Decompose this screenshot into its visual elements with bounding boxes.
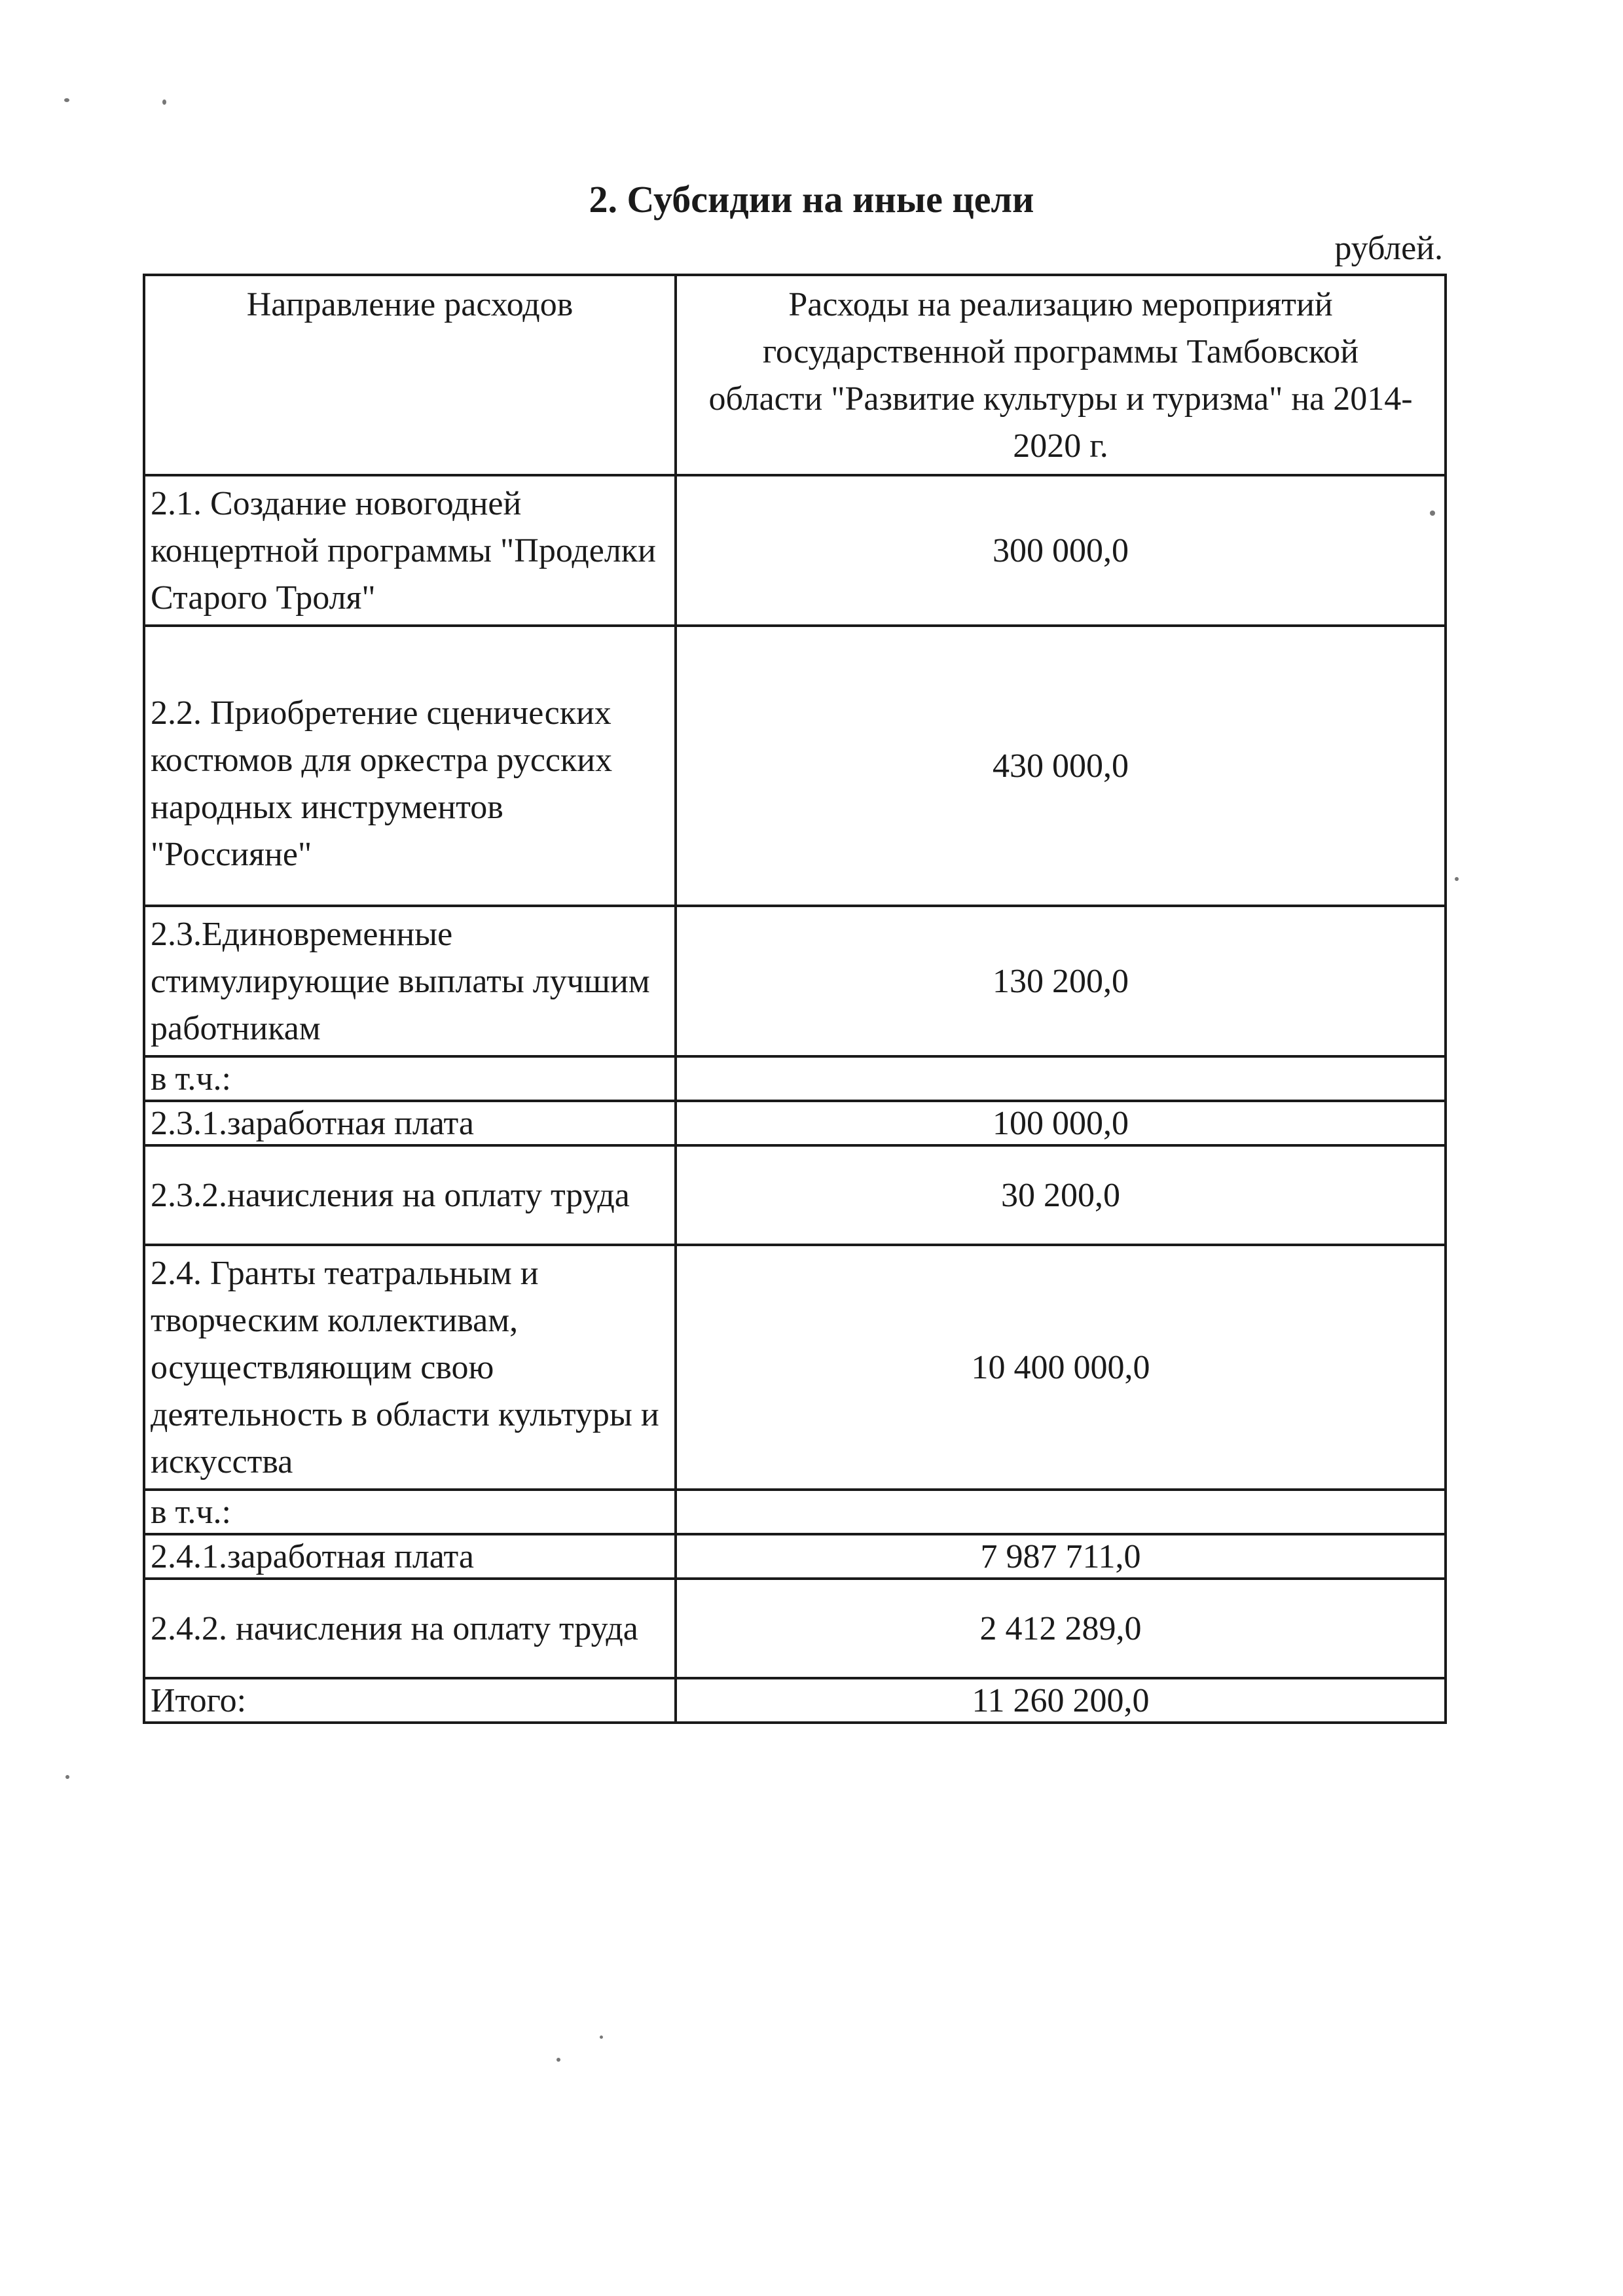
table-row: [144, 1579, 1446, 1678]
row-label: 2.4.1.заработная плата: [144, 1534, 676, 1579]
total-amount: 11 260 200,0: [676, 1678, 1446, 1723]
table-row: [144, 1534, 1446, 1579]
header-expenses: Расходы на реализацию мероприятий государственной программы Тамбовской области "Развитие культуры и туризма" на 2014-2020 г.: [676, 275, 1446, 475]
scan-speck: [1430, 511, 1435, 516]
row-amount: 430 000,0: [676, 626, 1446, 906]
row-amount: [676, 1490, 1446, 1534]
units-label: рублей.: [1334, 230, 1443, 267]
table-row: [144, 1245, 1446, 1490]
row-label: 2.3.Единовременные стимулирующие выплаты лучшим работникам: [144, 906, 676, 1056]
scan-speck: [1455, 877, 1459, 881]
subsidies-table: [143, 274, 1447, 1724]
row-label: 2.1. Создание новогодней концертной программы "Проделки Старого Троля": [144, 475, 676, 626]
row-amount: 300 000,0: [676, 475, 1446, 626]
row-amount: 2 412 289,0: [676, 1579, 1446, 1678]
row-label: 2.3.1.заработная плата: [144, 1101, 676, 1145]
row-label: в т.ч.:: [144, 1056, 676, 1101]
table-row: [144, 1145, 1446, 1245]
table-row: [144, 1101, 1446, 1145]
row-amount: 100 000,0: [676, 1101, 1446, 1145]
table-row: [144, 626, 1446, 906]
row-label: 2.4.2. начисления на оплату труда: [144, 1579, 676, 1678]
header-direction: Направление расходов: [144, 275, 676, 475]
scan-speck: [64, 98, 69, 102]
row-amount: 130 200,0: [676, 906, 1446, 1056]
table-header-row: [144, 275, 1446, 475]
document-title: 2. Субсидии на иные цели: [589, 178, 1034, 221]
row-label: 2.4. Гранты театральным и творческим коллективам, осуществляющим свою деятельность в области культуры и искусства: [144, 1245, 676, 1490]
scan-speck: [600, 2036, 603, 2039]
row-amount: 10 400 000,0: [676, 1245, 1446, 1490]
scan-speck: [162, 99, 166, 105]
row-amount: 30 200,0: [676, 1145, 1446, 1245]
row-amount: [676, 1056, 1446, 1101]
total-row: [144, 1678, 1446, 1723]
row-label: 2.2. Приобретение сценических костюмов для оркестра русских народных инструментов "Россияне": [144, 626, 676, 906]
table-row: [144, 1490, 1446, 1534]
row-label: в т.ч.:: [144, 1490, 676, 1534]
table-row: [144, 1056, 1446, 1101]
total-label: Итого:: [144, 1678, 676, 1723]
table-row: [144, 906, 1446, 1056]
row-label: 2.3.2.начисления на оплату труда: [144, 1145, 676, 1245]
row-amount: 7 987 711,0: [676, 1534, 1446, 1579]
scan-speck: [556, 2058, 560, 2062]
scan-speck: [65, 1775, 69, 1779]
table-row: [144, 475, 1446, 626]
